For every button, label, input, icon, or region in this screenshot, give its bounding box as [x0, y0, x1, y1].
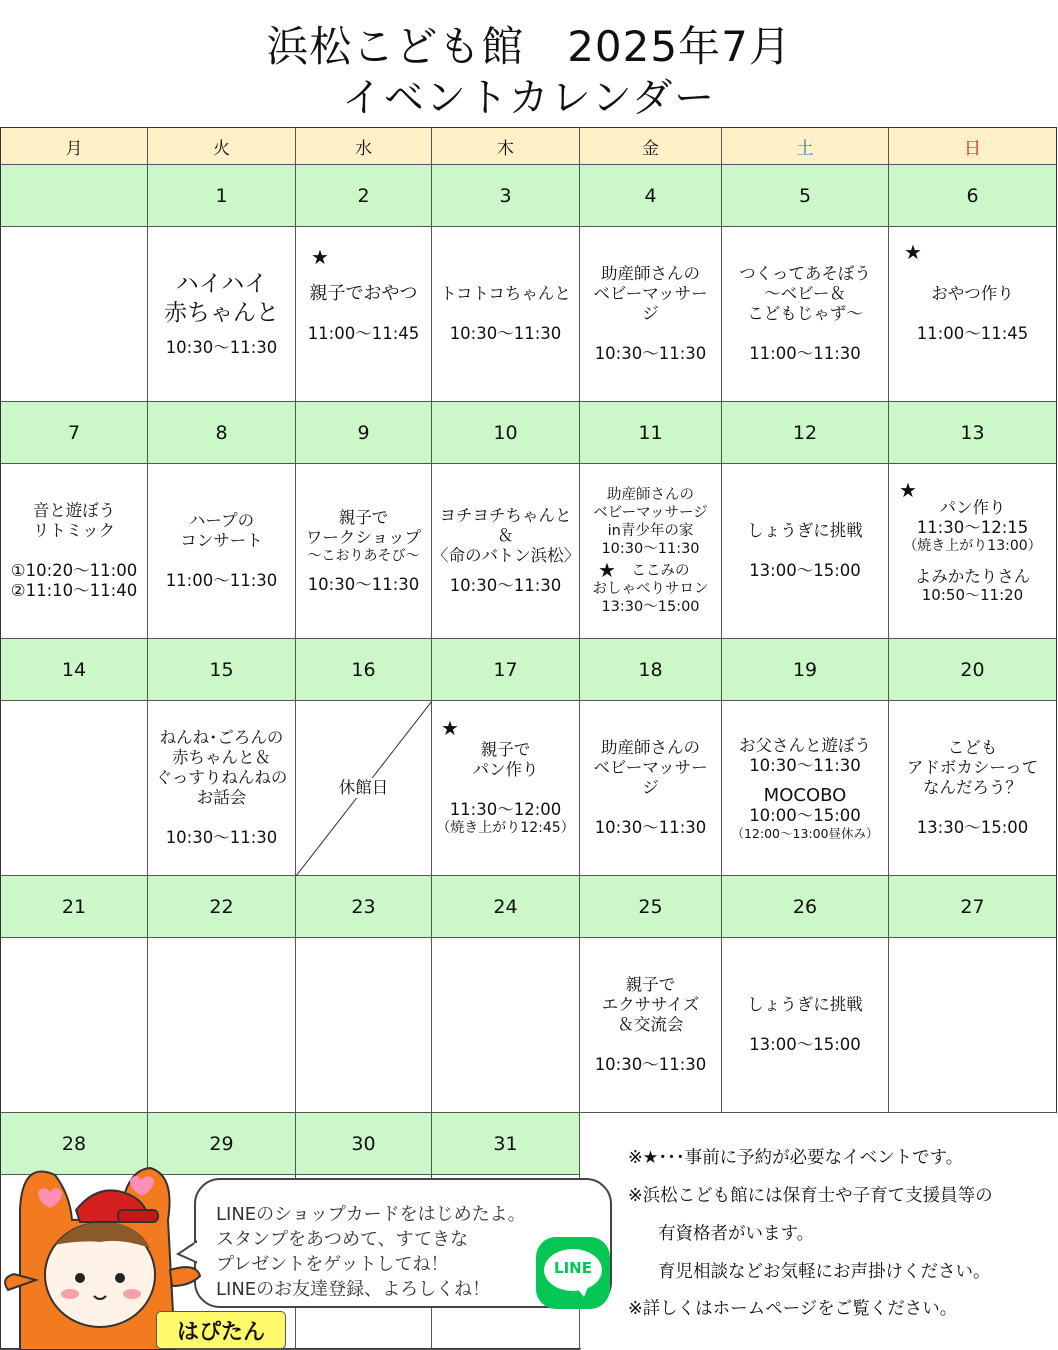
event-time: 10:30～11:30 — [594, 818, 707, 837]
event-note: （焼き上がり13:00） — [903, 538, 1042, 554]
title-line-2: イベントカレンダー — [341, 75, 717, 121]
note-staff-2: 有資格者がいます。 — [658, 1224, 815, 1244]
event-cell-16 — [296, 701, 432, 876]
event-title: 親子で — [625, 975, 676, 994]
date-cell: 29 — [148, 1113, 296, 1175]
date-cell: 2 — [296, 165, 432, 227]
event-cell-empty — [432, 938, 580, 1113]
event-cell-20 — [889, 701, 1057, 876]
event-title: 助産師さんの — [607, 487, 694, 503]
event-time: 10:00～15:00 — [749, 805, 861, 825]
event-time: 10:30～11:30 — [307, 574, 420, 594]
event-cell-empty — [0, 938, 148, 1113]
date-cell: 27 — [889, 876, 1057, 938]
event-time: 10:30～11:30 — [165, 828, 278, 847]
date-cell: 4 — [580, 165, 722, 227]
note-reservation: ※★･･･事前に予約が必要なイベントです。 — [628, 1148, 964, 1168]
bubble-text — [216, 1202, 526, 1302]
mascot-name-tag: はぴたん — [156, 1311, 286, 1349]
event-title: 音と遊ぼう — [32, 501, 116, 520]
date-cell: 9 — [296, 402, 432, 464]
event-time: 11:30～12:15 — [916, 518, 1029, 537]
event-time: 10:30～11:30 — [594, 344, 707, 363]
event-title: お話会 — [196, 788, 247, 807]
event-cell-12 — [722, 464, 889, 639]
event-title: ベビーマッサージ — [593, 505, 708, 521]
date-cell: 17 — [432, 639, 580, 701]
event-cell-19 — [722, 701, 889, 876]
event-title: パン作り — [472, 759, 539, 779]
event-time: 11:00～11:45 — [916, 324, 1029, 343]
event-title: ワークショップ — [305, 527, 422, 547]
bubble-line: LINEのお友達登録、よろしくね！ — [216, 1279, 491, 1300]
event-cell-3 — [432, 227, 580, 402]
bubble-line: LINEのショップカードをはじめたよ。 — [216, 1204, 526, 1225]
event-title: しょうぎに挑戦 — [747, 995, 863, 1014]
event-cell-empty — [296, 938, 432, 1113]
event-title: つくってあそぼう — [739, 264, 871, 283]
event-time: ①10:20～11:00 — [10, 561, 138, 580]
calendar-title — [0, 0, 1058, 127]
date-cell: 7 — [0, 402, 148, 464]
event-title: 親子で — [338, 507, 389, 527]
date-cell: 24 — [432, 876, 580, 938]
date-cell: 14 — [0, 639, 148, 701]
event-title: トコトコちゃんと — [440, 284, 571, 303]
event-title: ベビーマッサー — [593, 284, 708, 303]
date-cell: 15 — [148, 639, 296, 701]
event-time: 13:00～15:00 — [749, 1035, 861, 1054]
date-cell: 6 — [889, 165, 1057, 227]
event-cell-9 — [296, 464, 432, 639]
weekday-sun: 日 — [889, 127, 1057, 165]
line-logo-icon[interactable] — [536, 1237, 610, 1309]
date-cell: 31 — [432, 1113, 580, 1175]
event-title: 赤ちゃんと — [164, 300, 279, 326]
event-time: 10:30～11:30 — [449, 324, 562, 343]
event-title: MOCOBO — [763, 784, 847, 806]
event-title: こどもじゃず～ — [747, 304, 863, 323]
date-cell: 16 — [296, 639, 432, 701]
event-title: ハープの — [188, 511, 255, 530]
event-cell-empty — [0, 701, 148, 876]
date-cell: 5 — [722, 165, 889, 227]
event-time: 10:30～11:30 — [749, 755, 861, 775]
event-title: 助産師さんの — [601, 264, 700, 283]
bubble-line: プレゼントをゲットしてね！ — [216, 1254, 449, 1275]
reservation-star-icon: ★ — [899, 478, 917, 502]
event-title: よみかたりさん — [914, 567, 1031, 586]
note-staff: ※浜松こども館には保育士や子育て支援員等の — [628, 1186, 993, 1206]
weekday-wed: 水 — [296, 127, 432, 165]
date-cell: 21 — [0, 876, 148, 938]
event-cell-10 — [432, 464, 580, 639]
reservation-star-icon: ★ — [904, 240, 922, 264]
event-cell-25 — [580, 938, 722, 1113]
event-cell-1 — [148, 227, 296, 402]
event-title: ヨチヨチちゃんと — [439, 506, 572, 525]
date-cell: 3 — [432, 165, 580, 227]
reservation-star-icon: ★ — [441, 716, 459, 740]
event-title: in青少年の家 — [607, 523, 694, 539]
date-cell: 30 — [296, 1113, 432, 1175]
weekday-fri: 金 — [580, 127, 722, 165]
event-title: おやつ作り — [931, 284, 1014, 303]
weekday-mon: 月 — [0, 127, 148, 165]
weekday-thu: 木 — [432, 127, 580, 165]
bubble-line: スタンプをあつめて、すてきな — [216, 1229, 469, 1250]
note-homepage: ※詳しくはホームページをご覧ください。 — [628, 1299, 958, 1319]
event-title: ～ベビー＆ — [764, 284, 846, 303]
date-cell: 22 — [148, 876, 296, 938]
closed-day-label: 休館日 — [338, 778, 389, 797]
event-title: 親子でおやつ — [309, 283, 418, 304]
event-cell-4 — [580, 227, 722, 402]
event-note: （焼き上がり12:45） — [436, 819, 575, 836]
date-cell: 28 — [0, 1113, 148, 1175]
event-title: アドボカシーって — [906, 758, 1039, 777]
event-note: （12:00～13:00昼休み） — [731, 825, 879, 841]
event-title: おしゃべりサロン — [592, 581, 709, 597]
title-line-1: 浜松こども館 2025年7月 — [266, 22, 792, 71]
date-cell: 26 — [722, 876, 889, 938]
event-title: 〈命のバトン浜松〉 — [432, 546, 581, 565]
event-time: ②11:10～11:40 — [10, 581, 138, 600]
event-title: しょうぎに挑戦 — [747, 521, 863, 540]
date-cell: 11 — [580, 402, 722, 464]
event-title: 親子で — [480, 739, 531, 759]
date-cell: 25 — [580, 876, 722, 938]
event-time: 11:00～11:30 — [165, 571, 278, 590]
event-time: 13:30～15:00 — [916, 818, 1029, 837]
event-time: 10:30～11:30 — [165, 338, 278, 357]
date-cell: 23 — [296, 876, 432, 938]
event-title: 助産師さんの — [601, 738, 700, 757]
note-consult: 育児相談などお気軽にお声掛けください。 — [658, 1262, 991, 1282]
event-cell-8 — [148, 464, 296, 639]
event-title: なんだろう？ — [923, 778, 1022, 797]
event-title: ＆ — [497, 526, 514, 545]
event-title: ベビーマッサー — [593, 758, 708, 777]
event-title: エクササイズ — [601, 995, 700, 1014]
event-title: ハイハイ — [175, 271, 268, 297]
event-time: 10:30～11:30 — [449, 576, 562, 595]
event-title: ぐっすりねんねの — [155, 768, 288, 787]
date-cell: 12 — [722, 402, 889, 464]
event-title: ＆交流会 — [617, 1015, 684, 1034]
event-time: 10:50～11:20 — [921, 586, 1024, 604]
date-cell: 1 — [148, 165, 296, 227]
event-title: ジ — [642, 778, 659, 797]
event-cell-5 — [722, 227, 889, 402]
date-cell: 13 — [889, 402, 1057, 464]
event-time: 13:00～15:00 — [749, 561, 861, 580]
date-cell: 20 — [889, 639, 1057, 701]
event-cell-18 — [580, 701, 722, 876]
event-subtitle: ～こおりあそび～ — [307, 547, 420, 564]
line-logo-text: LINE — [554, 1259, 592, 1277]
event-title: コンサート — [180, 531, 263, 550]
event-time: 11:00～11:45 — [307, 324, 420, 343]
reservation-star-icon: ★ — [311, 245, 329, 269]
event-time: 10:30～11:30 — [601, 541, 700, 557]
event-cell-11 — [580, 464, 722, 639]
date-cell: 19 — [722, 639, 889, 701]
event-time: 13:30～15:00 — [601, 599, 700, 615]
event-time: 11:00～11:30 — [749, 344, 861, 363]
reservation-star-icon: ★ — [598, 558, 616, 582]
event-time: 10:30～11:30 — [594, 1055, 707, 1074]
event-title: ジ — [642, 304, 659, 323]
date-cell: 18 — [580, 639, 722, 701]
event-time: 11:30～12:00 — [449, 799, 562, 819]
event-title: ねんね･ごろんの — [159, 728, 284, 747]
event-cell-15 — [148, 701, 296, 876]
event-title: お父さんと遊ぼう — [739, 735, 871, 755]
event-title: 赤ちゃんと＆ — [172, 748, 271, 767]
date-cell-empty — [0, 165, 148, 227]
event-cell-empty — [0, 227, 148, 402]
weekday-tue: 火 — [148, 127, 296, 165]
event-title: リトミック — [32, 521, 116, 540]
event-title: パン作り — [939, 498, 1006, 517]
date-cell: 8 — [148, 402, 296, 464]
event-cell-7 — [0, 464, 148, 639]
weekday-sat: 土 — [722, 127, 889, 165]
event-title: こども — [947, 738, 998, 757]
date-cell: 10 — [432, 402, 580, 464]
event-title: ここみの — [631, 563, 690, 579]
event-cell-26 — [722, 938, 889, 1113]
event-cell-empty — [889, 938, 1057, 1113]
event-cell-empty — [148, 938, 296, 1113]
